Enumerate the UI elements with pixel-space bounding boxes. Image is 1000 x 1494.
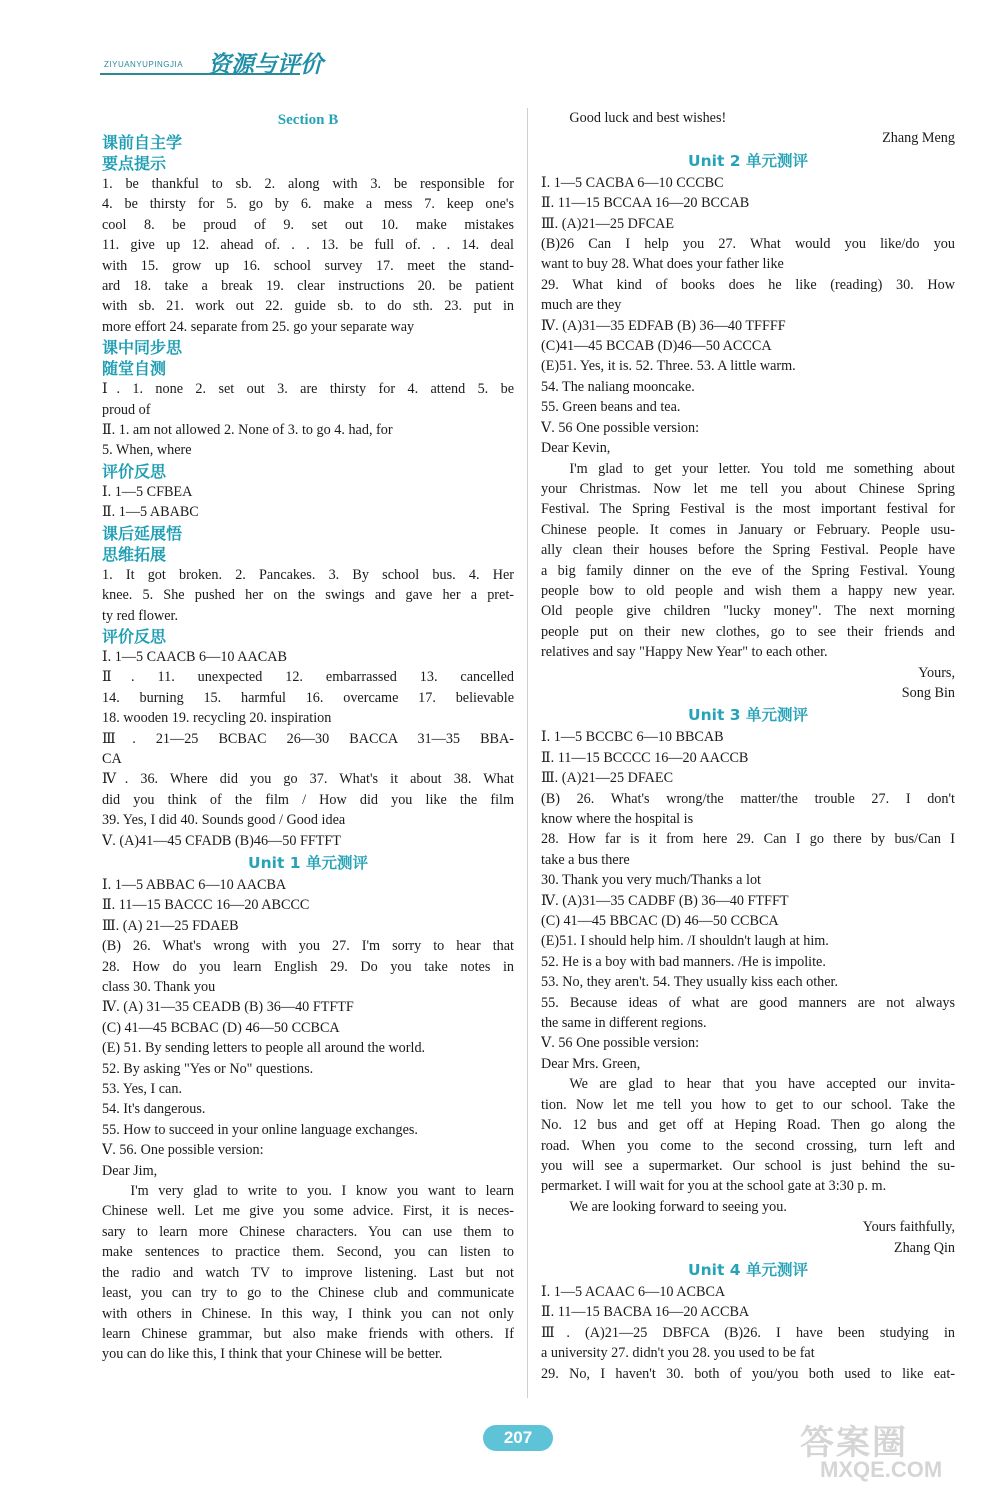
text-line: make sentences to practice them. Second, you can listen to [102,1244,514,1261]
text-line: (B) 26. What's wrong/the matter/the trouble 27. I don't [541,790,955,807]
text-line: proud of [102,401,151,418]
text-line: tion. Now let me tell you how to get to our school. Take the [541,1096,955,1113]
text-line: 53. Yes, I can. [102,1081,182,1098]
text-line: 30. Thank you very much/Thanks a lot [541,872,761,889]
text-line: the same in different regions. [541,1015,707,1032]
text-line: Ⅰ. 1—5 ABBAC 6—10 AACBA [102,876,287,893]
text-line: 54. The naliang mooncake. [541,378,695,395]
text-line: 53. No, they aren't. 54. They usually kiss each other. [541,974,839,991]
watermark [800,1415,985,1485]
text-line: (E) 51. By sending letters to people all around the world. [102,1040,426,1057]
text-line: Dear Jim, [102,1162,158,1179]
text-line: Ⅳ. 36. Where did you go 37. What's it about 38. What [102,771,514,788]
text-line: class 30. Thank you [102,979,216,995]
text-line: Ⅲ. 21—25 BCBAC 26—30 BACCA 31—35 BBA- [102,730,514,747]
section-heading: 评价反思 [102,626,167,646]
text-line: take a bus there [541,851,630,868]
text-line: (C) 41—45 BBCAC (D) 46—50 CCBCA [541,913,779,930]
text-line: Dear Mrs. Green, [541,1055,641,1072]
text-line: a university 27. didn't you 28. you used to be fat [541,1345,815,1362]
text-line: We are looking forward to seeing you. [569,1198,787,1215]
section-title: Unit 2 单元测评 [688,151,808,170]
text-line: Ⅲ. (A) 21—25 FDAEB [102,917,239,934]
text-line: (E)51. Yes, it is. 52. Three. 53. A little warm. [541,358,796,375]
text-line: 55. Because ideas of what are good manners are not always [541,994,955,1011]
text-line: 29. What kind of books does he like (reading) 30. How [541,276,955,293]
left-column [102,108,514,1365]
text-line: you will see a supermarket. Our school is just behind the su- [541,1157,955,1174]
section-title: Unit 3 单元测评 [688,706,808,725]
text-line: 1. It got broken. 2. Pancakes. 3. By school bus. 4. Her [102,566,514,583]
section-title: Unit 1 单元测评 [248,853,368,872]
text-line: the radio and watch TV to improve listening. Last but not [102,1264,514,1281]
text-line: want to buy 28. What does your father like [541,256,784,273]
text-line: Zhang Meng [882,130,955,147]
text-line: 1. be thankful to sb. 2. along with 3. be responsible for [102,176,514,192]
text-line: CA [102,750,122,767]
text-line: Ⅱ. 11—15 BACCC 16—20 ABCCC [102,897,310,914]
text-line: 14. burning 15. harmful 16. overcame 17. believable [102,689,514,706]
text-line: Ⅲ. (A)21—25 DBFCA (B)26. I have been studying in [541,1324,955,1341]
text-line: with sb. 21. work out 22. guide sb. to do sth. 23. put in [102,298,514,315]
text-line: Chinese people. It comes in January or February. People usu- [541,521,955,538]
text-line: Ⅰ. 1—5 ACAAC 6—10 ACBCA [541,1283,726,1300]
text-line: Dear Kevin, [541,440,611,457]
text-line: No. 12 bus and get off at Heping Road. Then go along the [541,1117,955,1134]
text-line: Ⅱ. 11—15 BACBA 16—20 ACCBA [541,1304,750,1321]
section-heading: 课前自主学 [102,133,183,152]
text-line: 5. When, where [102,442,192,459]
text-line: Ⅰ. 1—5 BCCBC 6—10 BBCAB [541,729,724,746]
text-line: Zhang Qin [893,1239,955,1256]
text-line: know where the hospital is [541,811,694,827]
text-line: Ⅱ. 11. unexpected 12. embarrassed 13. cancelled [102,669,514,686]
text-line: people put on their new clothes, go to see their friends and [541,623,955,640]
text-line: We are glad to hear that you have accepted our invita- [569,1076,955,1093]
text-line: ty red flower. [102,607,179,624]
section-title: Section B [277,112,339,128]
text-line: you can do like this, I think that your Chinese will be better. [102,1346,443,1363]
text-line: knee. 5. She pushed her on the swings and gave her a pret- [102,587,514,604]
section-heading: 随堂自测 [102,359,167,379]
section-heading: 要点提示 [102,154,167,173]
page-header [100,40,360,80]
text-line: 28. How do you learn English 29. Do you take notes in [102,958,514,975]
text-line: ard 18. take a break 19. clear instructions 20. be patient [102,278,514,295]
header-pinyin: ZIYUANYUPINGJIA [104,60,184,69]
text-line: Ⅴ. 56 One possible version: [541,1035,700,1052]
section-heading: 评价反思 [102,461,167,481]
text-line: Ⅱ. 11—15 BCCAA 16—20 BCCAB [541,195,750,212]
text-line: Ⅴ. 56 One possible version: [541,419,700,436]
text-line: least, you can try to go to the Chinese club and communicate [102,1285,514,1302]
text-line: Ⅰ. 1. none 2. set out 3. are thirsty for 4. attend 5. be [102,381,514,398]
text-line: Yours, [918,664,955,681]
text-line: cool 8. be proud of 9. set out 10. make mistakes [102,216,514,233]
text-line: 52. By asking "Yes or No" questions. [102,1060,314,1077]
text-line: sary to learn more Chinese characters. You can use them to [102,1223,514,1240]
text-line: 28. How far is it from here 29. Can I go there by bus/Can I [541,831,955,848]
text-line: Ⅰ. 1—5 CFBEA [102,483,193,500]
text-line: Ⅰ. 1—5 CAACB 6—10 AACAB [102,648,287,665]
text-line: Ⅲ. (A)21—25 DFAEC [541,770,674,787]
text-line: ally clean their houses before the Spring Festival. People have [541,542,955,559]
column-divider [527,108,528,1398]
text-line: (C)41—45 BCCAB (D)46—50 ACCCA [541,338,772,355]
text-line: 29. No, I haven't 30. both of you/you both used to like eat- [541,1365,955,1382]
text-line: 18. wooden 19. recycling 20. inspiration [102,710,332,727]
text-line: Ⅳ. (A) 31—35 CEADB (B) 36—40 FTFTF [102,999,354,1016]
section-heading: 思维拓展 [102,544,167,564]
text-line: relatives and say "Happy New Year" to each other. [541,644,828,661]
text-line: Ⅰ. 1—5 CACBA 6—10 CCCBC [541,174,724,191]
text-line: Ⅱ. 1. am not allowed 2. None of 3. to go 4. had, for [102,422,393,439]
text-line: permarket. I will wait for you at the school gate at 3:30 p. m. [541,1178,887,1195]
text-line: Chinese well. Let me give you some advice. First, it is neces- [102,1203,514,1220]
text-line: much are they [541,297,622,314]
text-line: people bow to old people and wish them a happy new year. [541,582,955,599]
text-line: Ⅴ. 56. One possible version: [102,1142,264,1159]
text-line: Song Bin [901,684,955,701]
section-heading: 课后延展悟 [102,523,183,543]
text-line: 39. Yes, I did 40. Sounds good / Good idea [102,812,346,829]
text-line: Ⅱ. 1—5 ABABC [102,504,199,521]
text-line: (B)26 Can I help you 27. What would you like/do you [541,236,955,253]
text-line: Ⅳ. (A)31—35 EDFAB (B) 36—40 TFFFF [541,317,786,334]
watermark-url: MXQE.COM [820,1457,943,1482]
text-line: (B) 26. What's wrong with you 27. I'm sorry to hear that [102,938,514,955]
text-line: 52. He is a boy with bad manners. /He is impolite. [541,953,826,970]
text-line: with 15. grow up 16. school survey 17. meet the stand- [102,257,514,274]
text-line: did you think of the film / How did you like the film [102,791,514,808]
text-line: 4. be thirsty for 5. go by 6. make a mess 7. keep one's [102,196,514,213]
text-line: with others in Chinese. In this way, I think you can not only [102,1305,514,1322]
text-line: road. When you come to the second crossing, turn left and [541,1137,955,1154]
section-title: Unit 4 单元测评 [688,1260,808,1279]
text-line: Ⅱ. 11—15 BCCCC 16—20 AACCB [541,749,749,766]
text-line: Ⅲ. (A)21—25 DFCAE [541,215,675,232]
text-line: Festival. The Spring Festival is the most important festival for [541,501,955,518]
text-line: Yours faithfully, [862,1219,955,1236]
text-line: your Christmas. Now let me tell you about Chinese Spring [541,480,955,497]
text-line: Good luck and best wishes! [569,110,727,126]
text-line: I'm glad to get your letter. You told me something about [569,460,955,477]
text-line: a big family dinner on the eve of the Spring Festival. Young [541,562,955,579]
header-title: 资源与评价 [208,52,323,78]
text-line: Ⅳ. (A)31—35 CADBF (B) 36—40 FTFFT [541,892,789,909]
text-line: (E)51. I should help him. /I shouldn't laugh at him. [541,933,829,950]
text-line: learn Chinese grammar, but also make friends with others. If [102,1325,514,1342]
text-line: Old people give children "lucky money". The next morning [541,603,955,620]
text-line: 11. give up 12. ahead of. . . 13. be full of. . . 14. deal [102,237,514,254]
text-line: more effort 24. separate from 25. go your separate way [102,318,415,335]
section-heading: 课中同步思 [102,338,183,358]
text-line: 55. How to succeed in your online language exchanges. [102,1121,418,1138]
text-line: 54. It's dangerous. [102,1101,206,1118]
watermark-text: 答案圈 [800,1423,908,1463]
right-column [541,108,955,1384]
page-number: 207 [483,1425,553,1451]
text-line: 55. Green beans and tea. [541,399,681,416]
text-line: Ⅴ. (A)41—45 CFADB (B)46—50 FFTFT [102,832,341,849]
text-line: I'm very glad to write to you. I know you want to learn [130,1183,514,1200]
text-line: (C) 41—45 BCBAC (D) 46—50 CCBCA [102,1019,340,1036]
